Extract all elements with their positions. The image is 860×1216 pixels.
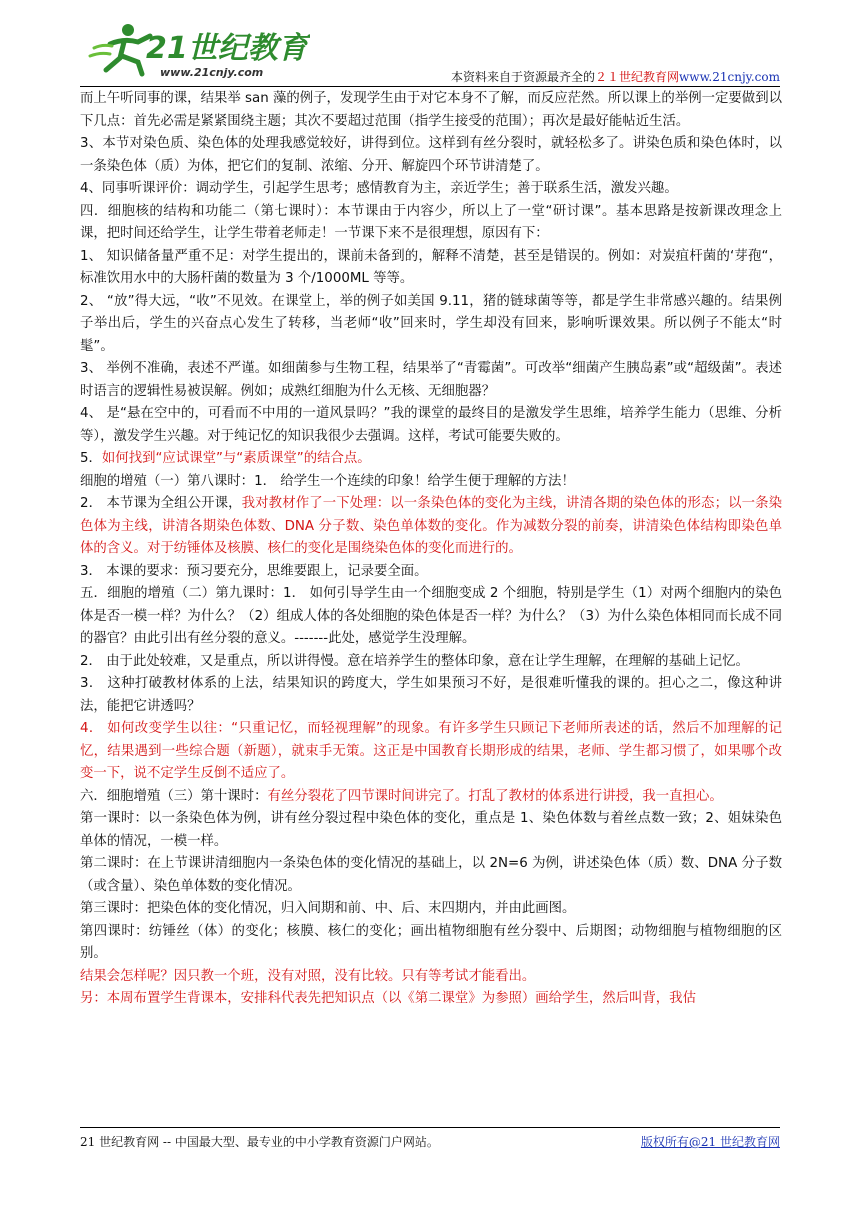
paragraph	[80, 358, 782, 403]
footer-text: 21 世纪教育网 -- 中国最大型、最专业的中小学教育资源门户网站。	[80, 1135, 439, 1149]
logo-21cnjy	[80, 8, 310, 86]
paragraph	[80, 291, 782, 359]
text-run: 结果会怎样呢？因只教一个班，没有对照，没有比较。只有等考试才能看出。	[80, 968, 536, 984]
header-rule	[80, 86, 780, 87]
document-body	[80, 88, 782, 1011]
text-run: 2． 由于此处较难，又是重点，所以讲得慢。意在培养学生的整体印象，意在让学生理解，在理解的基础上记忆。	[80, 653, 749, 669]
text-run: 如何找到“应试课堂”与“素质课堂”的结合点。	[101, 451, 371, 466]
header-note-brand: ２１世纪教育网	[595, 70, 680, 84]
text-run: 3． 这种打破教材体系的上法，结果知识的跨度大，学生如果预习不好，是很难听懂我的课的。担心之二，像这种讲法，能把它讲透吗？	[80, 676, 782, 714]
header-note	[451, 68, 780, 85]
paragraph	[80, 898, 782, 921]
text-run: 第三课时：把染色体的变化情况，归入间期和前、中、后、末四期内，并由此画图。	[80, 901, 576, 916]
text-run: 4、 是“悬在空中的，可看而不中用的一道风景吗？”我的课堂的最终目的是激发学生思维，培养学生能力（思维、分析等），激发学生兴趣。对于纯记忆的知识我很少去强调。这样，考试可能要失败的。	[80, 406, 782, 444]
text-run: 而上午听同事的课，结果举 san 藻的例子，发现学生由于对它本身不了解，而反应茫然。所以课上的举例一定要做到以下几点：首先必需是紧紧围绕主题；其次不要超过范围（指学生接受的范围）；再次是最好能帖近生活。	[80, 91, 782, 129]
text-run: 另：本周布置学生背课本，安排科代表先把知识点（以《第二课堂》为参照）画给学生，然后叫背，我估	[80, 991, 696, 1006]
logo-text: 21世纪教育	[146, 31, 308, 66]
paragraph	[80, 448, 782, 471]
text-run: 我对教材作了一下处理：以一条染色体的变化为主线，讲清各期的染色体的形态；以一条染色体为主线，讲清各期染色体数、DNA 分子数、染色单体数的变化。作为减数分裂的前奏，讲清染色体结构即染色单体的含义。对于纺锤体及核膜、核仁的变化是围绕染色体的变化而进行的。	[80, 496, 783, 556]
text-run: 3． 本课的要求：预习要充分，思维要跟上，记录要全面。	[80, 563, 428, 579]
logo-url: www.21cnjy.com	[160, 66, 264, 79]
text-run: 5．	[80, 451, 102, 466]
footer-rule	[80, 1127, 780, 1128]
paragraph	[80, 718, 782, 786]
text-run: 四．细胞核的结构和功能二（第七课时）：本节课由于内容少，所以上了一堂“研讨课”。基本思路是按新课改理念上课，把时间还给学生，让学生带着老师走！一节课下来不是很理想，原因有下：	[80, 203, 782, 241]
text-run: 五．细胞的增殖（二）第九课时：1． 如何引导学生由一个细胞变成 2 个细胞，特别是学生（1）对两个细胞内的染色体是否一模一样？为什么？（2）组成人体的各处细胞的染色体是否一样？为什么？（3）为什么染色体相同而长成不同的器官？由此引出有丝分裂的意义。-------此处，感觉学生没理解。	[80, 586, 782, 646]
text-run: 第一课时：以一条染色体为例，讲有丝分裂过程中染色体的变化，重点是 1、染色体数与着丝点数一致；2、姐妹染色单体的情况，一模一样。	[80, 811, 782, 849]
paragraph	[80, 178, 782, 201]
paragraph	[80, 988, 782, 1011]
paragraph	[80, 471, 782, 494]
paragraph	[80, 651, 782, 674]
text-run: 细胞的增殖（一）第八课时：1． 给学生一个连续的印象！给学生便于理解的方法！	[80, 473, 575, 489]
header-note-url[interactable]: www.21cnjy.com	[679, 70, 780, 84]
text-run: 3、 举例不准确，表述不严谨。如细菌参与生物工程，结果举了“青霉菌”。可改举“细菌产生胰岛素”或“超级菌”。表述时语言的逻辑性易被误解。例如；成熟红细胞为什么无核、无细胞器？	[80, 361, 782, 399]
text-run: 4． 如何改变学生以往：“只重记忆，而轻视理解”的现象。有许多学生只顾记下老师所表述的话，然后不加理解的记忆，结果遇到一些综合题（新题），就束手无策。这正是中国教育长期形成的结果，老师、学生都习惯了，如果哪个改变一下，说不定学生反倒不适应了。	[80, 721, 782, 781]
text-run: 第四课时：纺锤丝（体）的变化；核膜、核仁的变化；画出植物细胞有丝分裂中、后期图；动物细胞与植物细胞的区别。	[80, 923, 782, 961]
paragraph	[80, 808, 782, 853]
text-run: 有丝分裂花了四节课时间讲完了。打乱了教材的体系进行讲授，我一直担心。	[267, 788, 723, 804]
paragraph	[80, 921, 782, 966]
paragraph	[80, 403, 782, 448]
text-run: 2、 “放”得大远，“收”不见效。在课堂上，举的例子如美国 9.11，猪的链球菌等等，都是学生非常感兴趣的。结果例子举出后，学生的兴奋点心发生了转移，当老师“收”回来时，学生却没有回来，影响听课效果。所以例子不能太“时髦”。	[80, 293, 782, 354]
footer-copyright-link[interactable]: 版权所有@21 世纪教育网	[640, 1135, 780, 1149]
text-run: 4、同事听课评价：调动学生，引起学生思考；感情教育为主，亲近学生；善于联系生活，激发兴趣。	[80, 181, 678, 196]
paragraph	[80, 853, 782, 898]
paragraph	[80, 88, 782, 133]
text-run: 第二课时：在上节课讲清细胞内一条染色体的变化情况的基础上，以 2N=6 为例，讲述染色体（质）数、DNA 分子数（或含量）、染色单体数的变化情况。	[80, 856, 782, 894]
header-note-prefix: 本资料来自于资源最齐全的	[451, 70, 596, 84]
page-header	[80, 8, 780, 88]
paragraph	[80, 493, 782, 561]
paragraph	[80, 561, 782, 584]
paragraph	[80, 786, 782, 809]
text-run: 六．细胞增殖（三）第十课时：	[80, 788, 268, 804]
paragraph	[80, 246, 782, 291]
text-run: 1、 知识储备量严重不足：对学生提出的，课前未备到的，解释不清楚，甚至是错误的。例如：对炭疽杆菌的‘芽孢“，标准饮用水中的大肠杆菌的数量为 3 个/1000ML 等等。	[80, 248, 782, 286]
paragraph	[80, 966, 782, 989]
paragraph	[80, 133, 782, 178]
text-run: 3、本节对染色质、染色体的处理我感觉较好，讲得到位。这样到有丝分裂时，就轻松多了。讲染色质和染色体时，以一条染色体（质）为体，把它们的复制、浓缩、分开、解旋四个环节讲清楚了。	[80, 136, 782, 174]
paragraph	[80, 583, 782, 651]
paragraph	[80, 673, 782, 718]
text-run: 2． 本节课为全组公开课，	[80, 496, 242, 511]
paragraph	[80, 201, 782, 246]
